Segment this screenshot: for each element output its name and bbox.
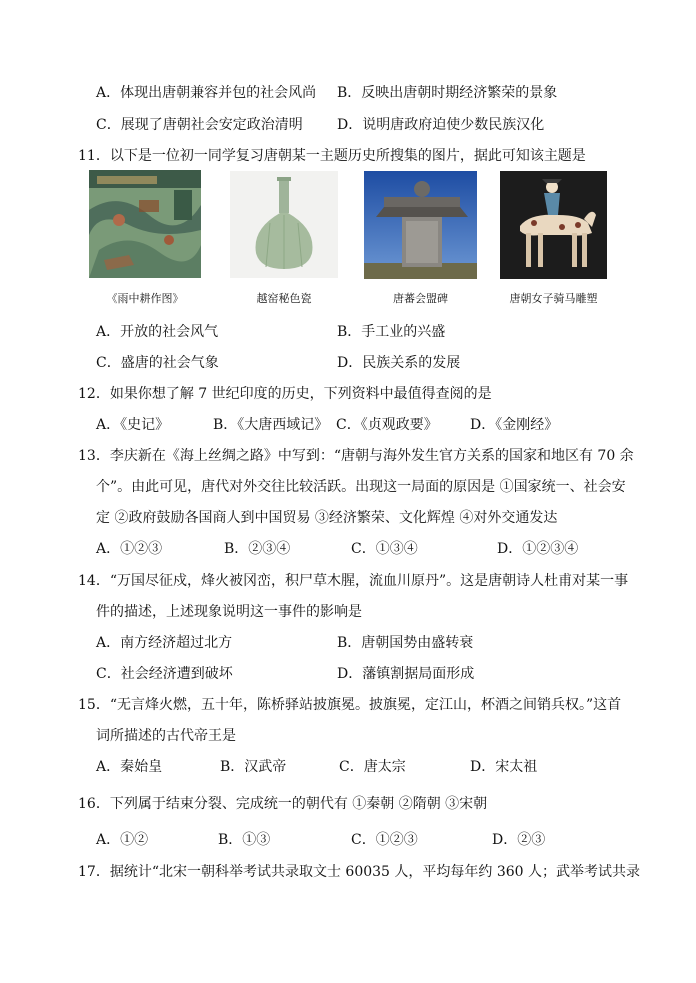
q14-option-c: C．社会经济遭到破坏 — [96, 666, 233, 682]
q12-stem: 12．如果你想了解 7 世纪印度的历史，下列资料中最值得查阅的是 — [78, 386, 492, 402]
q16-option-d: D．②③ — [492, 832, 546, 848]
q13-line-3: 定 ②政府鼓励各国商人到中国贸易 ③经济繁荣、文化辉煌 ④对外交通发达 — [96, 510, 558, 526]
q14-line-1: 14．“万国尽征戍，烽火被冈峦，积尸草木腥，流血川原丹”。这是唐朝诗人杜甫对某一事 — [78, 573, 629, 589]
q13-line-1: 13．李庆新在《海上丝绸之路》中写到：“唐朝与海外发生官方关系的国家和地区有 70 余 — [78, 448, 634, 464]
q14-line-2: 件的描述，上述现象说明这一事件的影响是 — [96, 604, 362, 620]
rain-farming-mural-image — [89, 170, 201, 278]
celadon-vase-image — [230, 171, 338, 278]
q15-line-1: 15．“无言烽火燃，五十年，陈桥驿站披旗冕。披旗冕，定江山，杯酒之间销兵权。”这首 — [78, 697, 622, 713]
q16-stem: 16．下列属于结束分裂、完成统一的朝代有 ①秦朝 ②隋朝 ③宋朝 — [78, 796, 488, 812]
q11-option-d: D．民族关系的发展 — [337, 355, 461, 371]
q15-option-c: C．唐太宗 — [339, 759, 406, 775]
q15-line-2: 词所描述的古代帝王是 — [96, 728, 236, 744]
q11-option-a: A．开放的社会风气 — [96, 324, 219, 340]
q11-stem: 11．以下是一位初一同学复习唐朝某一主题历史所搜集的图片，据此可知该主题是 — [78, 148, 586, 164]
q13-option-c: C．①③④ — [351, 541, 418, 557]
q12-option-a: A．《史记》 — [96, 417, 170, 433]
q10-option-a: A．体现出唐朝兼容并包的社会风尚 — [96, 85, 317, 101]
q15-option-d: D．宋太祖 — [470, 759, 538, 775]
q10-option-c: C．展现了唐朝社会安定政治清明 — [96, 117, 303, 133]
q13-option-b: B．②③④ — [224, 541, 291, 557]
q14-option-d: D．藩镇割据局面形成 — [337, 666, 475, 682]
q13-option-a: A．①②③ — [96, 541, 163, 557]
q10-option-b: B．反映出唐朝时期经济繁荣的景象 — [337, 85, 558, 101]
caption-rain-farming: 《雨中耕作图》 — [106, 292, 184, 305]
q10-option-d: D．说明唐政府迫使少数民族汉化 — [337, 117, 545, 133]
q15-option-b: B．汉武帝 — [220, 759, 287, 775]
q12-option-c: C．《贞观政要》 — [336, 417, 438, 433]
q12-option-d: D．《金刚经》 — [470, 417, 559, 433]
q13-line-2: 个”。由此可见，唐代对外交往比较活跃。出现这一局面的原因是 ①国家统一、社会安 — [96, 479, 626, 495]
caption-horse-figurine: 唐朝女子骑马雕塑 — [509, 292, 598, 305]
q16-option-b: B．①③ — [218, 832, 271, 848]
q11-option-b: B．手工业的兴盛 — [337, 324, 446, 340]
q14-option-a: A．南方经济超过北方 — [96, 635, 233, 651]
q14-option-b: B．唐朝国势由盛转衰 — [337, 635, 474, 651]
tang-woman-horse-figurine-image — [500, 171, 607, 279]
q12-option-b: B．《大唐西域记》 — [213, 417, 329, 433]
q11-option-c: C．盛唐的社会气象 — [96, 355, 219, 371]
q13-option-d: D．①②③④ — [497, 541, 579, 557]
q16-option-a: A．①② — [96, 832, 149, 848]
q17-stem: 17．据统计“北宋一朝科举考试共录取文士 60035 人，平均每年约 360 人；武举考试共录 — [78, 864, 641, 880]
caption-celadon: 越窑秘色瓷 — [256, 292, 312, 305]
q16-option-c: C．①②③ — [351, 832, 418, 848]
caption-stele: 唐蕃会盟碑 — [393, 292, 448, 305]
tang-tibet-alliance-stele-image — [364, 171, 477, 279]
q15-option-a: A．秦始皇 — [96, 759, 163, 775]
